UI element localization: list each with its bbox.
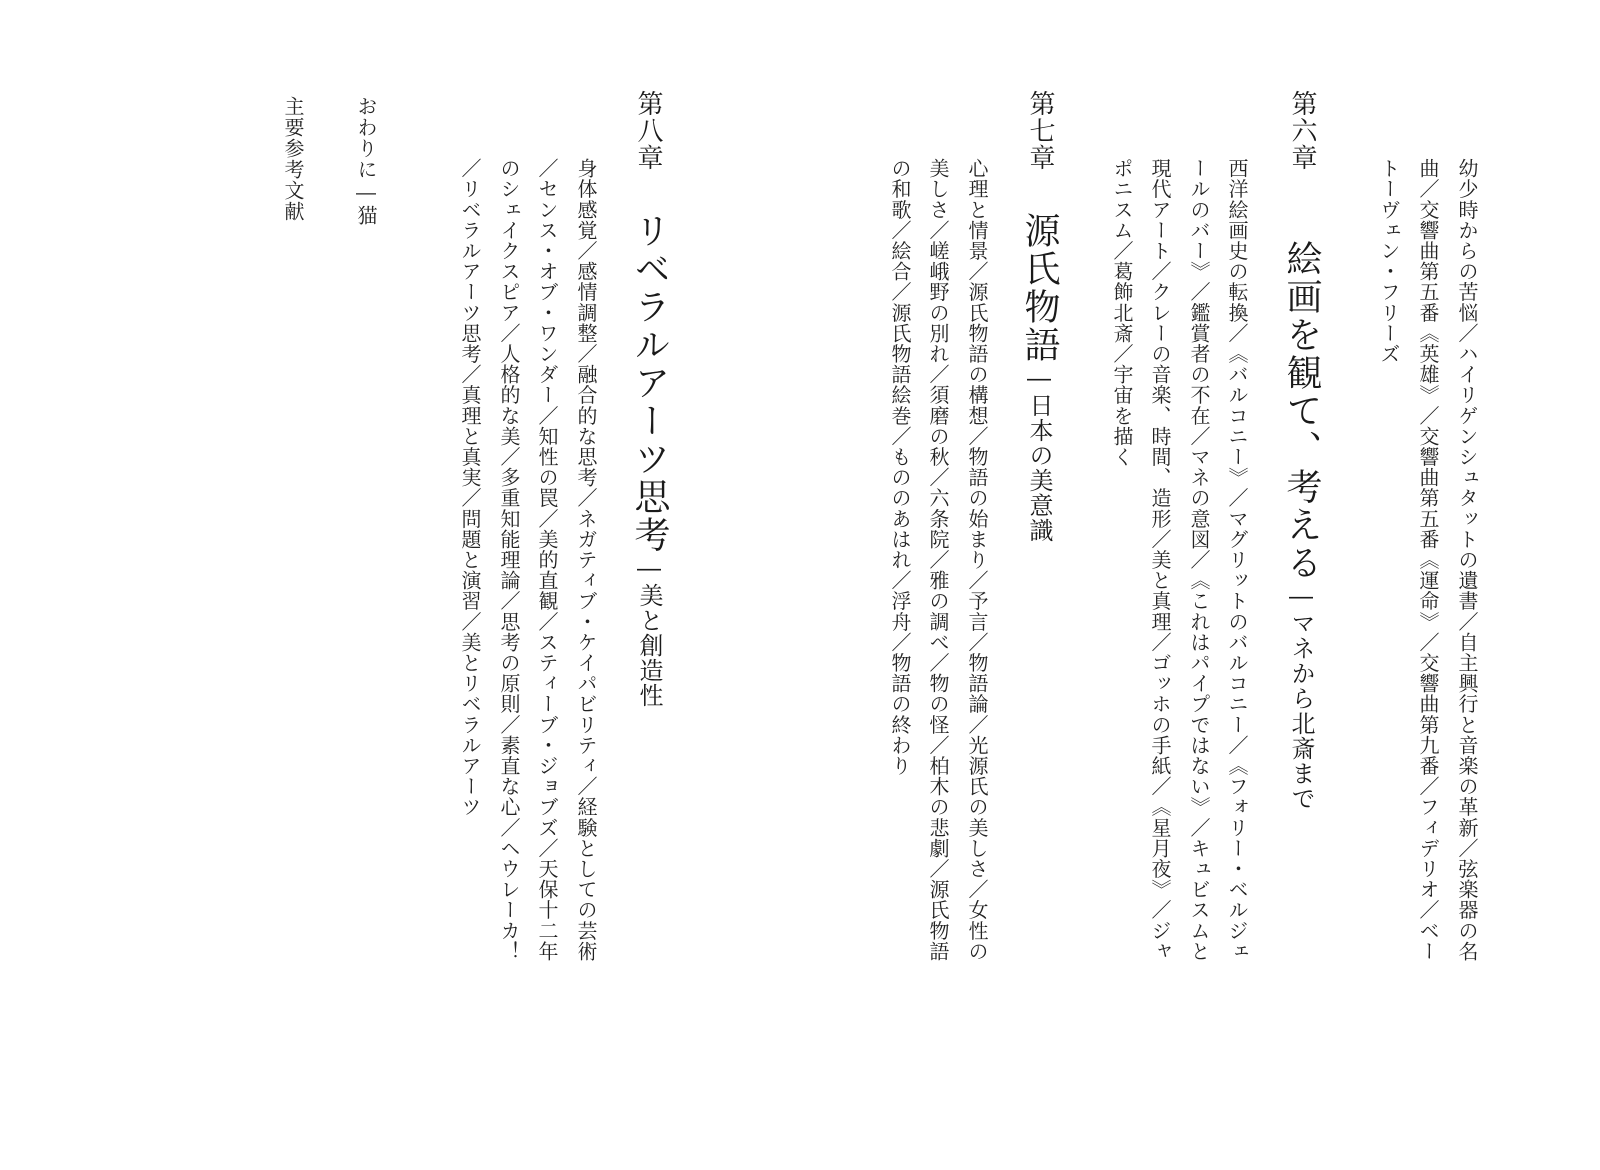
chapter8-title: リベラルアーツ思考 bbox=[629, 212, 670, 554]
chapter7-line-2: 美しさ／嵯峨野の別れ／須磨の秋／六条院／雅の調べ／物の怪／柏木の悲劇／源氏物語 bbox=[926, 158, 950, 962]
chapter8-line-4: ／リベラルアーツ思考／真理と真実／問題と演習／美とリベラルアーツ bbox=[458, 158, 482, 818]
chapter8-subtitle: ―美と創造性 bbox=[635, 554, 663, 708]
chapter6-line-3: 現代アート／クレーの音楽、時間、造形／美と真理／ゴッホの手紙／《星月夜》／ジャ bbox=[1148, 158, 1172, 962]
chapter6-title: 絵画を観て、考える bbox=[1281, 240, 1322, 582]
chapter8-line-2: ／センス・オブ・ワンダー／知性の罠／美的直観／スティーブ・ジョブズ／天保十二年 bbox=[535, 158, 559, 962]
chapter6-subtitle: ―マネから北斎まで bbox=[1287, 582, 1315, 811]
prev-chapter-line-1: 幼少時からの苦悩／ハイリゲンシュタットの遺書／自主興行と音楽の革新／弦楽器の名 bbox=[1455, 158, 1479, 962]
chapter8-line-1: 身体感覚／感情調整／融合的な思考／ネガティブ・ケイパビリティ／経験としての芸術 bbox=[574, 158, 598, 962]
closing-entry: おわりに―猫 bbox=[354, 96, 378, 226]
chapter7-title: 源氏物語 bbox=[1019, 212, 1060, 364]
prev-chapter-line-2: 曲／交響曲第五番《英雄》／交響曲第五番《運命》／交響曲第九番／フィデリオ／ベー bbox=[1416, 158, 1440, 962]
chapter7-subtitle: ―日本の美意識 bbox=[1025, 364, 1053, 543]
chapter6-line-2: ールのバー》／鑑賞者の不在／マネの意図／《これはパイプではない》／キュビスムと bbox=[1187, 158, 1211, 962]
chapter6-line-4: ポニスム／葛飾北斎／宇宙を描く bbox=[1110, 158, 1134, 467]
chapter7-line-1: 心理と情景／源氏物語の構想／物語の始まり／予言／物語論／光源氏の美しさ／女性の bbox=[965, 158, 989, 962]
chapter7-label: 第七章 bbox=[1025, 90, 1055, 171]
chapter8-heading bbox=[629, 212, 670, 708]
references-entry: 主要参考文献 bbox=[281, 96, 305, 222]
prev-chapter-line-3: トーヴェン・フリーズ bbox=[1377, 158, 1401, 364]
chapter8-line-3: のシェイクスピア／人格的な美／多重知能理論／思考の原則／素直な心／ヘウレーカ！ bbox=[497, 158, 521, 962]
chapter6-line-1: 西洋絵画史の転換／《バルコニー》／マグリットのバルコニー／《フォリー・ベルジェ bbox=[1225, 158, 1249, 962]
chapter6-label: 第六章 bbox=[1287, 90, 1317, 171]
chapter7-heading bbox=[1019, 212, 1060, 543]
chapter8-label: 第八章 bbox=[633, 90, 663, 171]
chapter7-line-3: の和歌／絵合／源氏物語絵巻／もののあはれ／浮舟／物語の終わり bbox=[888, 158, 912, 776]
chapter6-heading bbox=[1281, 240, 1322, 811]
